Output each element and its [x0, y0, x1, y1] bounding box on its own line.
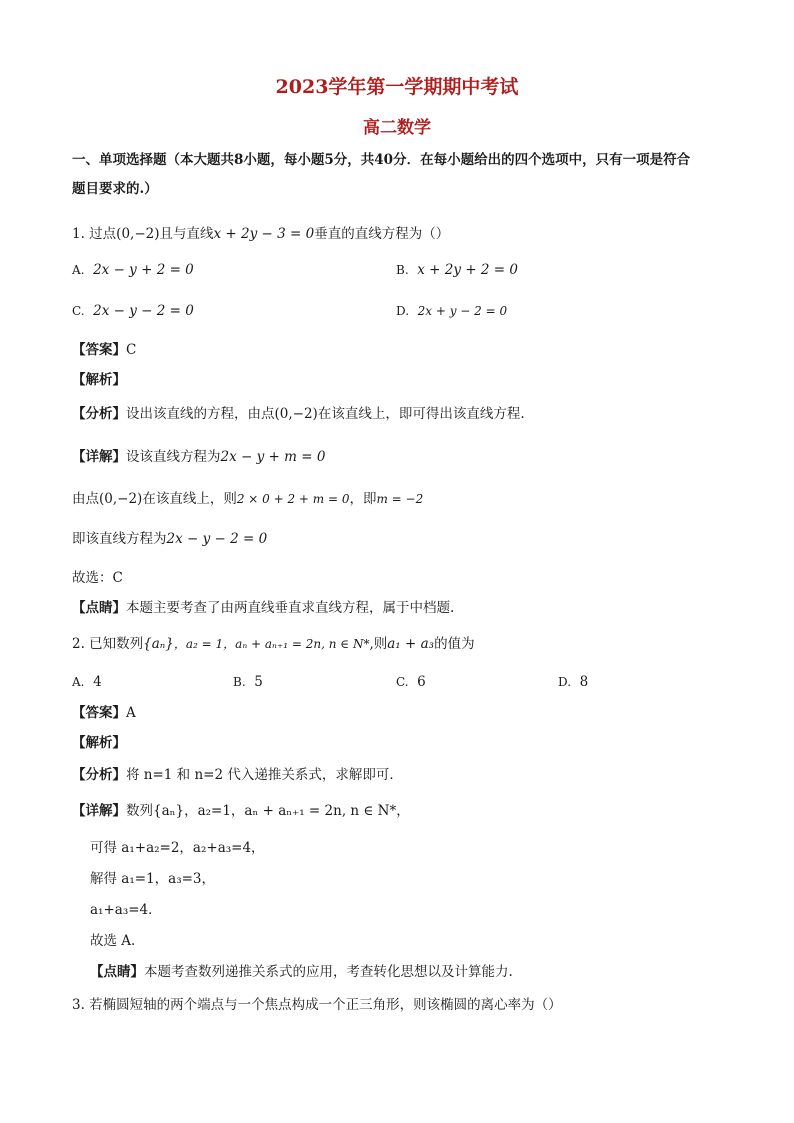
q1-line-equation: x + 2y − 3 = 0 [213, 226, 315, 242]
q1-step-2: 即该直线方程为2x − y − 2 = 0 [72, 531, 268, 547]
q1-prefix: 1. 过点 [72, 226, 117, 242]
q2-step-1: 可得 a₁+a₂=2，a₂+a₃=4， [90, 840, 265, 856]
q1-point: (0,−2) [116, 226, 160, 242]
q1-detail: 【详解】设该直线方程为2x − y + m = 0 [72, 449, 326, 465]
q2-option-d: D. 8 [558, 674, 589, 690]
q2-fenxi: 【分析】将 n=1 和 n=2 代入递推关系式，求解即可． [72, 767, 403, 783]
exam-subject: 高二数学 [363, 118, 431, 138]
q1-option-b: B. x + 2y + 2 = 0 [396, 262, 518, 278]
q2-step-4: 故选 A. [90, 933, 136, 949]
q2-answer: 【答案】A [72, 705, 136, 721]
section-heading-line2: 题目要求的.） [72, 181, 158, 197]
q2-detail: 【详解】数列{aₙ}，a₂=1，aₙ + aₙ₊₁ = 2n, n ∈ N*， [72, 803, 410, 819]
q2-option-a: A. 4 [72, 674, 102, 690]
q1-option-a: A. 2x − y + 2 = 0 [72, 262, 194, 278]
q1-comment: 【点睛】本题主要考查了由两直线垂直求直线方程，属于中档题. [72, 600, 455, 616]
q1-step-1: 由点(0,−2)在该直线上，则2 × 0 + 2 + m = 0，即m = −2 [72, 491, 424, 507]
q2-comment: 【点睛】本题考查数列递推关系式的应用，考查转化思想以及计算能力. [90, 964, 513, 980]
question-3: 3. 若椭圆短轴的两个端点与一个焦点构成一个正三角形，则该椭圆的离心率为（） [72, 997, 562, 1013]
question-2: 2. 已知数列{aₙ}，a₂ = 1，aₙ + aₙ₊₁ = 2n, n ∈ N*,则a₁ + a₃的值为 [72, 636, 475, 652]
q1-answer: 【答案】C [72, 342, 137, 358]
exam-title: 2023学年第一学期期中考试 [275, 76, 519, 98]
question-1 [72, 224, 449, 244]
q1-fenxi: 【分析】设出该直线的方程，由点(0,−2)在该直线上，即可得出该直线方程. [72, 406, 525, 422]
section-heading-line1: 一、单项选择题（本大题共8小题，每小题5分，共40分．在每小题给出的四个选项中，只有一项是符合 [72, 152, 691, 168]
q2-step-3: a₁+a₃=4． [90, 902, 162, 918]
q1-suffix: 垂直的直线方程为（） [314, 226, 450, 242]
q2-option-b: B. 5 [233, 674, 263, 690]
q2-analysis-label: 【解析】 [72, 735, 126, 751]
q1-analysis-label: 【解析】 [72, 372, 126, 388]
q1-choose: 故选：C [72, 570, 123, 586]
q1-mid: 且与直线 [159, 226, 214, 242]
q2-option-c: C. 6 [396, 674, 426, 690]
q1-option-d: D. 2x + y − 2 = 0 [396, 304, 508, 318]
q1-option-c: C. 2x − y − 2 = 0 [72, 303, 194, 319]
q2-step-2: 解得 a₁=1，a₃=3， [90, 871, 216, 887]
